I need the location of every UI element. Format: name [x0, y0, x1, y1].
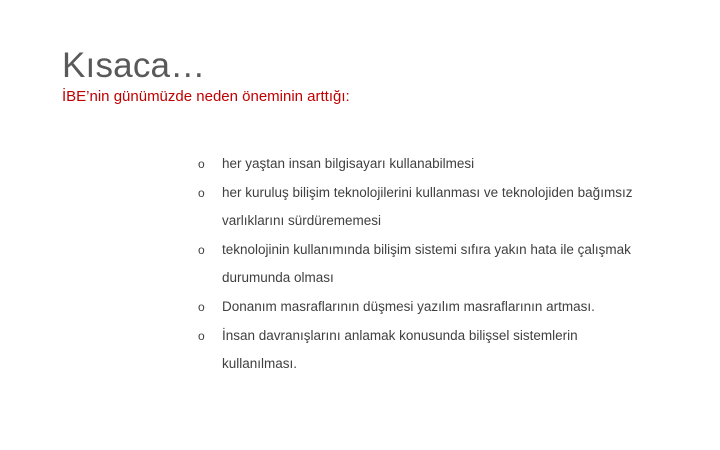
slide-subtitle: İBE’nin günümüzde neden öneminin arttığı:: [62, 88, 350, 105]
bullet-marker-icon: o: [198, 157, 205, 171]
bullet-text-line1: her kuruluş bilişim teknolojilerini kullanması ve teknolojiden bağımsız: [222, 185, 633, 200]
bullet-marker-icon: o: [198, 300, 205, 314]
bullet-text-line2: durumunda olması: [222, 270, 334, 285]
bullet-item: [198, 293, 698, 321]
bullet-marker-icon: o: [198, 243, 205, 257]
bullet-item: [198, 322, 698, 378]
bullet-marker-icon: o: [198, 186, 205, 200]
bullet-text-line2: varlıklarını sürdürememesi: [222, 213, 382, 228]
bullet-text-line1: İnsan davranışlarını anlamak konusunda bilişsel sistemlerin: [222, 328, 578, 343]
bullet-list: [198, 150, 698, 379]
bullet-item: [198, 150, 698, 178]
bullet-text-line1: teknolojinin kullanımında bilişim sistemi sıfıra yakın hata ile çalışmak: [222, 242, 631, 257]
bullet-text-line1: Donanım masraflarının düşmesi yazılım masraflarının artması.: [222, 299, 595, 314]
bullet-item: [198, 179, 698, 235]
bullet-item: [198, 236, 698, 292]
slide-title: Kısaca…: [62, 46, 206, 85]
bullet-marker-icon: o: [198, 329, 205, 343]
bullet-text-line1: her yaştan insan bilgisayarı kullanabilmesi: [222, 156, 475, 171]
bullet-text-line2: kullanılması.: [222, 356, 298, 371]
